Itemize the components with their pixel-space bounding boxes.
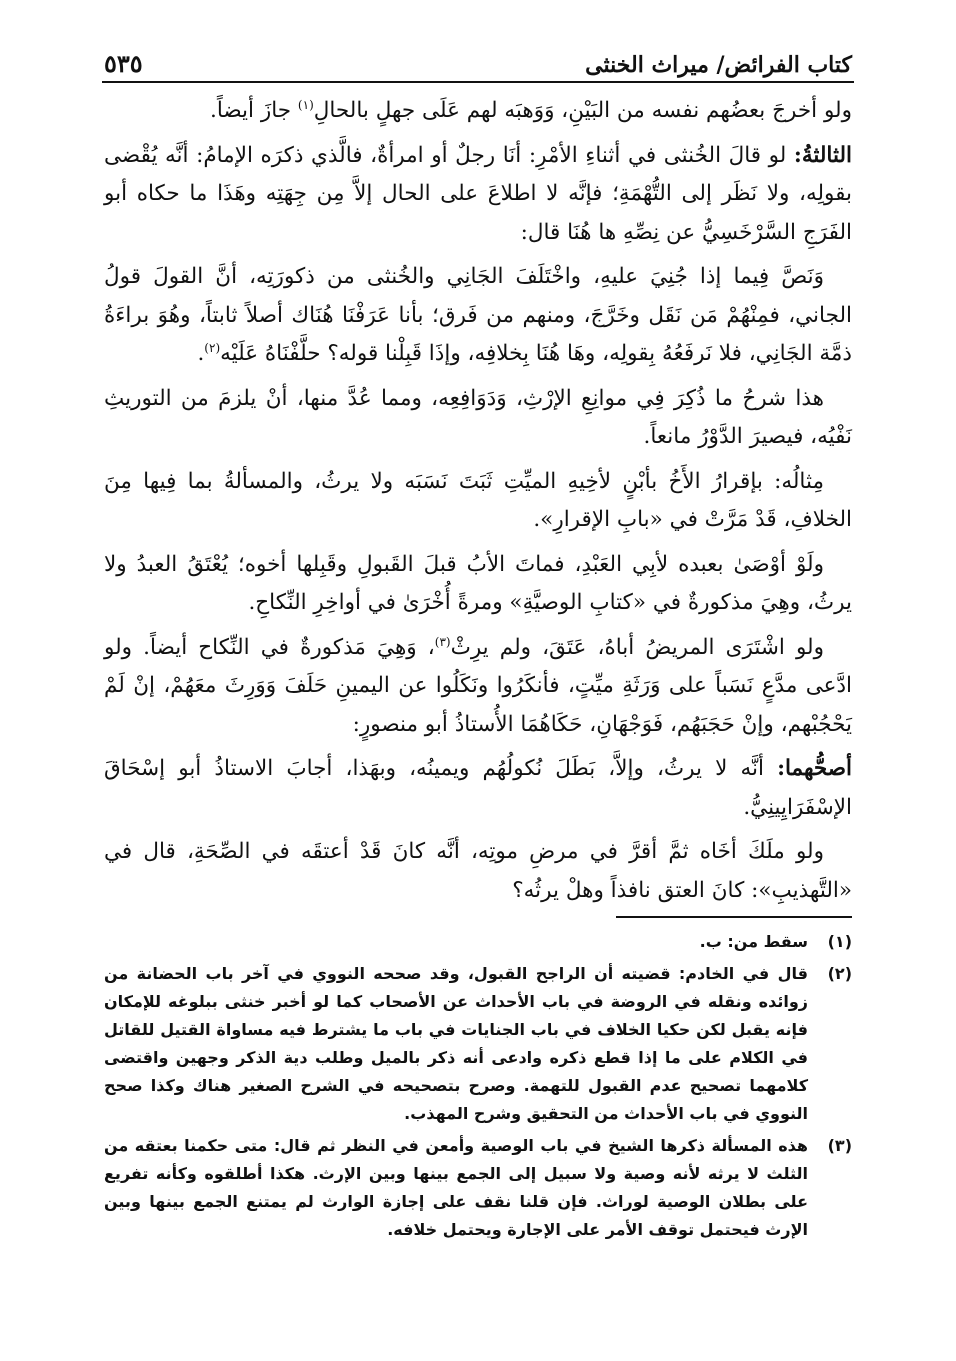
paragraph-4 bbox=[104, 380, 852, 457]
paragraph-2 bbox=[104, 137, 852, 253]
footnote-ref-1: (١) bbox=[297, 97, 314, 112]
footnote-text: سقط من: ب. bbox=[699, 932, 808, 951]
paragraph-text: ولو أخرجَ بعضُهم نفسه من البَيْنِ، وَوَهبَه لهم عَلَى جهلٍ بالحالِ bbox=[313, 98, 852, 123]
footnotes bbox=[104, 928, 852, 1248]
paragraph-3 bbox=[104, 258, 852, 374]
paragraph-7 bbox=[104, 629, 852, 745]
page-header bbox=[104, 36, 852, 78]
paragraph-tail: . bbox=[197, 341, 205, 366]
paragraph-text: ولو ملَكَ أخَاه ثمَّ أقرَّ في مرضِ موتِه، أنَّه كانَ قَدْ أعتقَه في الصِّحَةِ، قال في «التَّهذيبِ»: كانَ العتق نافذاً وهلْ يرثُه؟ bbox=[104, 839, 852, 903]
running-title: كتاب الفرائض/ ميراث الخنثى bbox=[585, 52, 852, 78]
footnote-number: (٢) bbox=[827, 964, 852, 983]
paragraph-9 bbox=[104, 833, 852, 910]
paragraph-text: أنَّه لا يرثُ، وإلاَّ، بَطَلَ نُكولُهُم ويمينُه، وبهَذا، أجابَ الاستاذُ أبو إسْحَاقَ الإسْفَرَايِينِيُّ. bbox=[104, 756, 852, 820]
footnote-1 bbox=[104, 928, 852, 956]
footnote-number: (٣) bbox=[827, 1136, 852, 1155]
footnote-number: (١) bbox=[827, 932, 852, 951]
paragraph-5 bbox=[104, 463, 852, 540]
paragraph-text: لو قالَ الخُنثى في أثناءِ الأمْرِ: أنَا رجلٌ أو امرأةٌ، فالَّذي ذكرَه الإمامُ: أنَّه يُقْضى بقولِه، ولا نَظَر إلى التُّهْمَةِ؛ فإنَّه لا اطلاعَ على الحال إلاَّ مِن جِهَتِه وهَذَا ما حكاه أبو الفَرَجِ السَّرْخَسِيُّ عن نِصِّهِ ها هُنَا قال: bbox=[104, 142, 852, 245]
paragraph-text: وَنَصَّ فِيما إذا جُنِيَ عليهِ، واخْتَلَفَ الجَانِي والخُنثى من ذكورَتِه، أنَّ القولَ قولُ الجاني، فمِنْهُمْ مَن نَقَل وخَرَّجَ، ومنهم من فَرق؛ بأنا عَرَفْنَا هُنَاك أصلاً ثابتاً، وهُوَ براءَةُ ذمَّة الجَانِي، فلا نَرفَعُهُ بِقولِه، وهَا هُنَا بِخلافِه، وإذَا قَبِلْنا قوله؟ حلَّفْنَاهُ عَلَيْه bbox=[104, 264, 852, 366]
paragraph-8 bbox=[104, 750, 852, 827]
footnote-text: قال في الخادم: قضيته أن الراجح القبول، وقد صححه النووي في آخر باب الحضانة من زوائده ونقله في الروضة في باب الأحداث عن الأصحاب كما لو أخبر خنثى ببلوغه للإمكان فإنه يقبل لكن حكيا الخلاف في باب الجنايات في باب ما يشترط فيه مساواة القتيل للقاتل في الكلام على ما إذا قطع ذكره وادعى أنه ذكر بالميل وطلب دية الذكر وجهين واقتضى كلامهما تصحيح عدم القبول للتهمة. وصرح بتصحيحه في الشرح الصغير هناك وكذا صحح النووي في باب الأحداث من التحقيق وشرح المهذب. bbox=[104, 964, 808, 1123]
footnote-rule bbox=[616, 916, 852, 918]
paragraph-text: مِثالُه: بإقرارُ الأَخُ بأبْنٍ لأخِيهِ الميِّتِ ثَبَتَ نَسَبَه ولا يرثُ، والمسألةُ بما فِيها مِنَ الخلافِ، قَدْ مَرَّتْ في «بابِ الإقرارِ». bbox=[104, 468, 852, 532]
footnote-3 bbox=[104, 1132, 852, 1244]
paragraph-tail: جازَ أيضاً. bbox=[210, 98, 298, 123]
paragraph-text: ولو اشْتَرَى المريضُ أباهُ، عَتَقَ، ولم يرِثْ bbox=[450, 634, 824, 660]
paragraph-tail: ، وَهِيَ مَذكورةٌ في النِّكاح أيضاً. ولو ادَّعى مدَّعٍ نَسَباً على وَرَثَةِ ميِّتٍ، فأنكَرُوا ونَكَلُوا عن اليمينِ حَلَفَ وَوَرِثَ معَهُمْ، إنْ لَمْ يَحْجُبْهم، وإنْ حَجَبَهُم، فَوَجْهَانِ، حَكَاهُمَا الأُستاذُ أبو منصورٍ: bbox=[104, 634, 852, 737]
footnote-ref-3: (٣) bbox=[434, 634, 451, 649]
header-rule bbox=[102, 81, 854, 83]
paragraph-lead: أصحُّهما: bbox=[777, 756, 852, 781]
paragraph-text: ولَوْ أوْصَىٰ بعبده لأبِي العَبْدِ، فماتَ الأبُ قبلَ القَبولِ وقَبِلها أخوه؛ يُعْتَقُ العبدُ ولا يرثُ، وهِيَ مذكورةٌ في «كتابِ الوصيَّةِ» ومرةً أُخْرَىٰ في أواخِرِ النِّكاحِ. bbox=[104, 551, 852, 615]
footnote-ref-2: (٢) bbox=[204, 340, 221, 355]
paragraph-6 bbox=[104, 546, 852, 623]
footnote-text: هذه المسألة ذكرها الشيخ في باب الوصية وأمعن في النظر ثم قال: متى حكمنا بعتقه من الثلث لا يرثه لأنه وصية ولا سبيل إلى الجمع بينها وبين الإرث. هكذا أطلقوه وكأنه تفريع على بطلان الوصية لوراث. فإن قلنا نقف على إجازة الوارث لم يمتنع الجمع بينها وبين الإرث فيحتمل توقف الأمر على الإجارة ويحتمل خلافه. bbox=[104, 1136, 808, 1239]
main-text bbox=[104, 92, 852, 916]
page-number: ٥٣٥ bbox=[104, 49, 143, 78]
paragraph-lead: الثالثةُ: bbox=[793, 142, 852, 168]
paragraph-1 bbox=[104, 92, 852, 131]
paragraph-text: هذا شرحُ ما ذُكِرَ فِي موانِعِ الإرْثِ، وَدَوَافِعِه، ومما عُدَّ منها، أنْ يلزمَ من التوريثِ نَفْيُه، فيصيرَ الدَّوْرُ مانعاً. bbox=[104, 385, 852, 449]
footnote-2 bbox=[104, 960, 852, 1128]
